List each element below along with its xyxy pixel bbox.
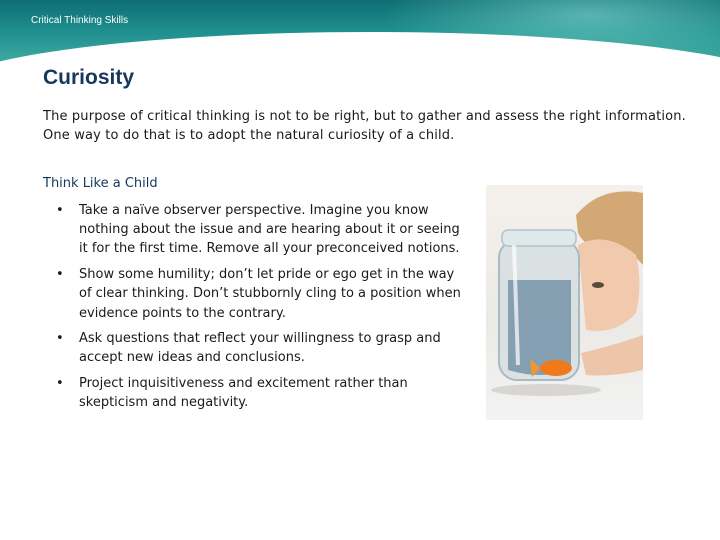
goldfish-shape bbox=[540, 360, 572, 376]
header-banner bbox=[0, 0, 720, 70]
bullet-icon: • bbox=[56, 331, 64, 347]
shadow-shape bbox=[491, 384, 601, 396]
bullet-text: Show some humility; don’t let pride or ego get in the way of clear thinking. Don’t stubbornly cling to a position when evidence points to the contrary. bbox=[79, 267, 461, 321]
list-item bbox=[56, 201, 466, 259]
bullet-icon: • bbox=[56, 203, 64, 218]
slide-title: Curiosity bbox=[43, 66, 135, 89]
eye-shape bbox=[592, 282, 604, 288]
bullet-text: Take a naïve observer perspective. Imagine you know nothing about the issue and are hearing about it or seeing it for the first time. Remove all your preconceived notions. bbox=[79, 203, 460, 257]
intro-paragraph bbox=[43, 107, 693, 145]
subheading: Think Like a Child bbox=[43, 176, 158, 191]
bullet-icon: • bbox=[56, 376, 64, 392]
bullet-icon: • bbox=[56, 267, 64, 283]
list-item bbox=[56, 374, 466, 412]
bullet-text: Ask questions that reflect your willingness to grasp and accept new ideas and conclusions. bbox=[79, 331, 441, 366]
list-item bbox=[56, 265, 466, 323]
child-goldfish-photo bbox=[486, 185, 643, 420]
list-item bbox=[56, 329, 466, 367]
jar-lid bbox=[502, 230, 576, 246]
face-shape bbox=[578, 239, 640, 331]
intro-line: One way to do that is to adopt the natural curiosity of a child. bbox=[43, 128, 455, 143]
bullet-text: Project inquisitiveness and excitement rather than skepticism and negativity. bbox=[79, 376, 408, 411]
bullet-list bbox=[56, 201, 466, 419]
intro-line: The purpose of critical thinking is not to be right, but to gather and assess the right information. bbox=[43, 109, 686, 124]
arm-shape bbox=[581, 335, 643, 375]
header-title: Critical Thinking Skills bbox=[31, 15, 129, 26]
child-goldfish-illustration bbox=[486, 185, 643, 420]
